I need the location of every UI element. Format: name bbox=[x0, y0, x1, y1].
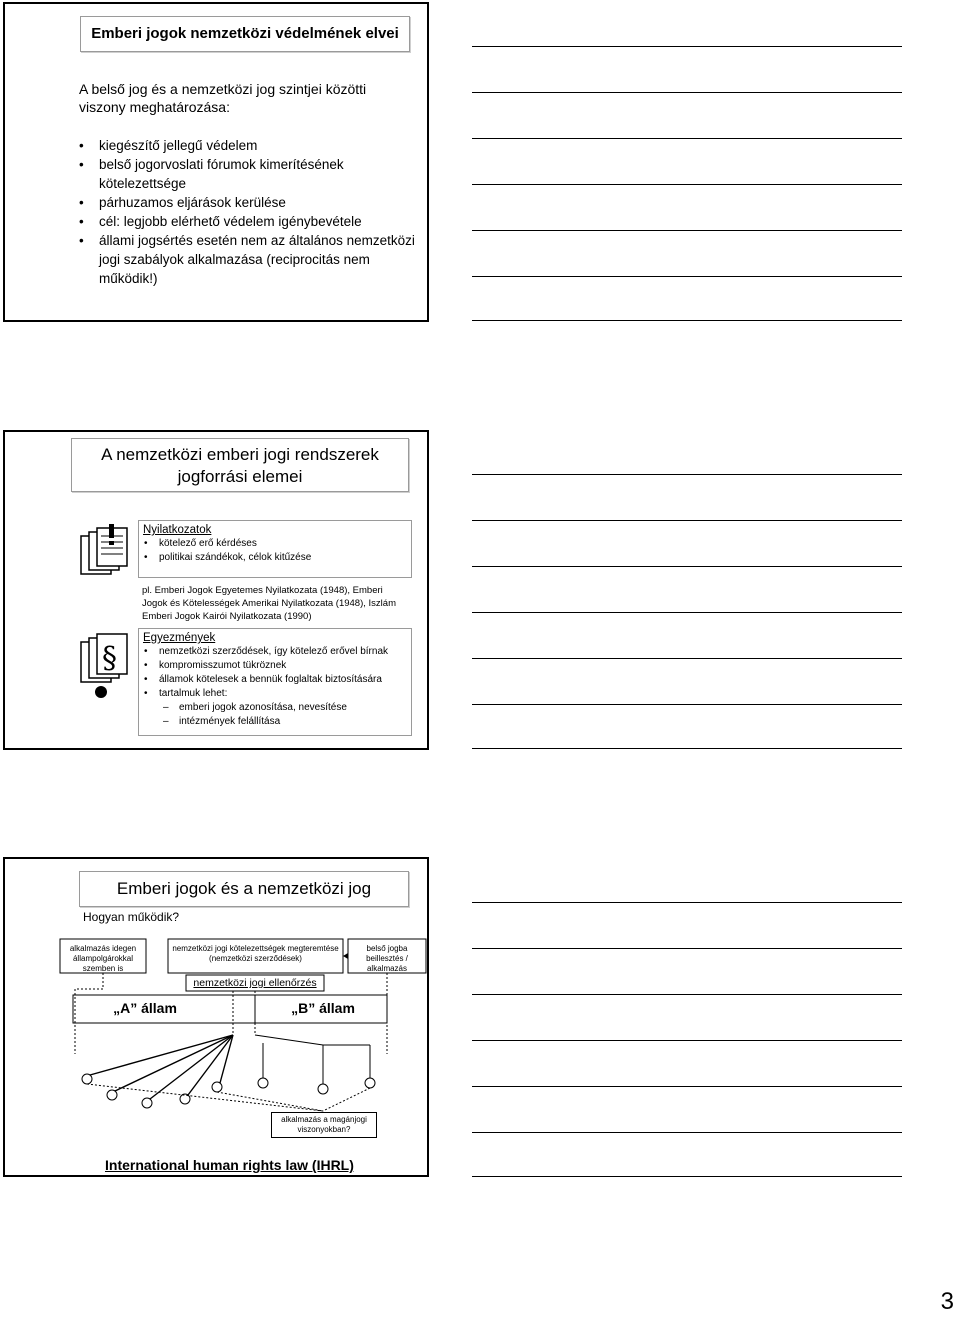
list-item: • nemzetközi szerződések, így kötelező erővel bírnak bbox=[143, 645, 407, 659]
declarations-section bbox=[138, 520, 412, 578]
example-text: pl. Emberi Jogok Egyetemes Nyilatkozata (1948), Emberi Jogok és Kötelességek Amerikai Nyilatkozata (1948), Iszlám Emberi Jogok Kairói Nyilatkozata (1990) bbox=[142, 585, 396, 622]
state-b-label: „B” állam bbox=[291, 1000, 355, 1016]
documents-icon bbox=[79, 524, 135, 582]
title-line: jogforrási elemei bbox=[177, 467, 303, 486]
slide-title: Emberi jogok és a nemzetközi jog bbox=[79, 871, 409, 907]
slide-ihrl bbox=[3, 857, 429, 1177]
state-a-label: „A” állam bbox=[113, 1000, 177, 1016]
page-number: 3 bbox=[940, 1288, 954, 1315]
question-text: Hogyan működik? bbox=[83, 910, 180, 924]
footer-title: International human rights law (IHRL) bbox=[105, 1157, 354, 1173]
list-item: • cél: legjobb elérhető védelem igénybevétele bbox=[79, 212, 419, 231]
list-item: • államok kötelesek a bennük foglaltak biztosítására bbox=[143, 673, 407, 687]
private-law-note: alkalmazás a magánjogi viszonyokban? bbox=[271, 1112, 377, 1138]
domestic-text: belső jogba beillesztés / alkalmazás bbox=[366, 944, 408, 973]
paragraph-documents-icon bbox=[79, 632, 135, 700]
slide-title: Emberi jogok nemzetközi védelmének elvei bbox=[80, 16, 410, 52]
list-item: • tartalmuk lehet: bbox=[143, 687, 407, 701]
declarations-example bbox=[138, 578, 412, 626]
title-line: A nemzetközi emberi jogi rendszerek bbox=[101, 445, 379, 464]
intro-line: viszony meghatározása: bbox=[79, 99, 230, 115]
obligations-text: nemzetközi jogi kötelezettségek megteremtése (nemzetközi szerződések) bbox=[172, 944, 339, 963]
slide-principles bbox=[3, 2, 429, 322]
list-item: • kompromisszumot tükröznek bbox=[143, 659, 407, 673]
paragraph-symbol: § bbox=[102, 641, 117, 676]
list-item: • párhuzamos eljárások kerülése bbox=[79, 193, 419, 212]
section-heading: Nyilatkozatok bbox=[143, 524, 212, 536]
slide-sources bbox=[3, 430, 429, 750]
list-item: • belső jogorvoslati fórumok kimerítésének kötelezettsége bbox=[79, 155, 419, 193]
control-text: nemzetközi jogi ellenőrzés bbox=[193, 977, 317, 989]
list-item: • politikai szándékok, célok kitűzése bbox=[143, 551, 407, 565]
intro-line: A belső jog és a nemzetközi jog szintjei közötti bbox=[79, 81, 367, 97]
intro-text bbox=[79, 80, 409, 116]
list-item: • kiegészítő jellegű védelem bbox=[79, 136, 419, 155]
sub-list-item: – emberi jogok azonosítása, nevesítése bbox=[143, 701, 407, 715]
foreign-nationals-text: alkalmazás idegen állampolgárokkal szemben is bbox=[69, 944, 137, 973]
section-heading: Egyezmények bbox=[143, 632, 216, 644]
list-item: • állami jogsértés esetén nem az általános nemzetközi jogi szabályok alkalmazása (reciprocitás nem működik!) bbox=[79, 231, 419, 288]
slide-title bbox=[71, 438, 409, 492]
conventions-section bbox=[138, 628, 412, 736]
list-item: • kötelező erő kérdéses bbox=[143, 537, 407, 551]
sub-list-item: – intézmények felállítása bbox=[143, 715, 407, 729]
principles-list bbox=[79, 136, 419, 288]
